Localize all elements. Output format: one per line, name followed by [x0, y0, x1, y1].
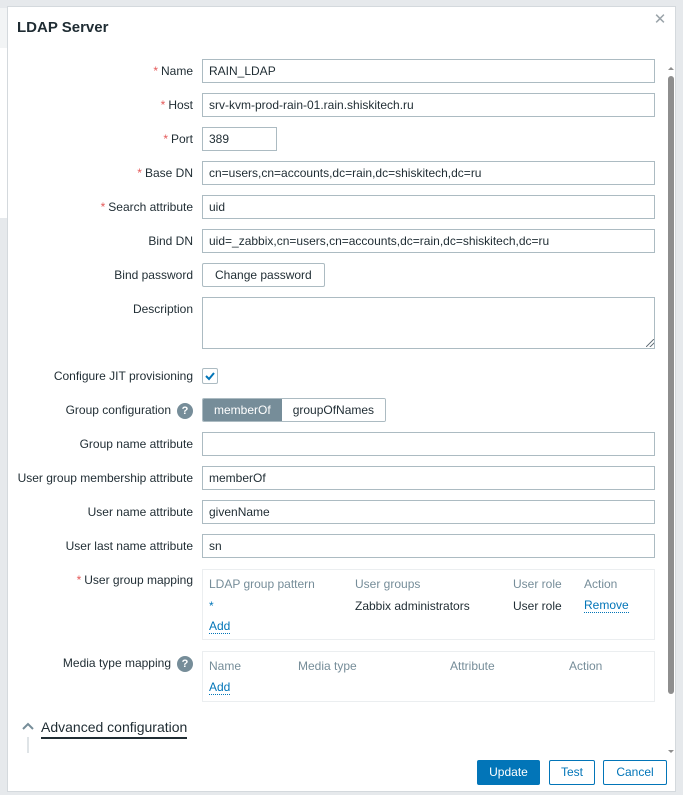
- form-row-name: [8, 59, 668, 83]
- form-row-jit: [8, 364, 668, 388]
- form-row-search-attribute: [8, 195, 668, 219]
- jit-label: Configure JIT provisioning: [53, 369, 193, 383]
- collapsible-indicator: [27, 737, 29, 753]
- search-attribute-input[interactable]: [202, 195, 655, 219]
- add-user-group-mapping-link[interactable]: Add: [209, 619, 231, 633]
- media-type-mapping-label: Media type mapping ?: [63, 651, 193, 675]
- base-dn-label: * Base DN: [137, 166, 193, 180]
- bind-dn-input[interactable]: [202, 229, 655, 253]
- column-header: User groups: [355, 577, 421, 591]
- mapping-user-groups: Zabbix administrators: [355, 599, 470, 613]
- dialog-scrollbar[interactable]: [667, 61, 677, 753]
- form-row-bind-password: [8, 263, 668, 287]
- column-header: Action: [569, 659, 603, 673]
- group-configuration-label: Group configuration ?: [66, 398, 193, 422]
- base-dn-input[interactable]: [202, 161, 655, 185]
- form-row-user-last-name-attribute: [8, 534, 668, 558]
- description-textarea[interactable]: [202, 297, 655, 349]
- help-icon[interactable]: ?: [177, 656, 193, 672]
- host-input[interactable]: [202, 93, 655, 117]
- form-row-bind-dn: [8, 229, 668, 253]
- group-name-attribute-label: Group name attribute: [79, 437, 193, 451]
- bind-dn-label: Bind DN: [148, 234, 193, 248]
- group-name-attribute-input[interactable]: [202, 432, 655, 456]
- close-icon[interactable]: ✕: [653, 11, 667, 28]
- name-input[interactable]: [202, 59, 655, 83]
- user-group-membership-attribute-input[interactable]: [202, 466, 655, 490]
- jit-checkbox[interactable]: [202, 368, 218, 384]
- remove-mapping-link[interactable]: Remove: [584, 598, 629, 612]
- help-icon[interactable]: ?: [177, 403, 193, 419]
- form-row-group-name-attribute: [8, 432, 668, 456]
- column-header: LDAP group pattern: [209, 577, 315, 591]
- user-last-name-attribute-input[interactable]: [202, 534, 655, 558]
- column-header: User role: [513, 577, 562, 591]
- advanced-configuration-label[interactable]: Advanced configuration: [41, 719, 187, 739]
- description-label: Description: [132, 302, 193, 316]
- checkmark-icon: [205, 371, 215, 381]
- segment-memberof[interactable]: memberOf: [203, 399, 282, 421]
- user-group-mapping-label: * User group mapping: [76, 573, 193, 587]
- user-group-mapping-table: [202, 569, 655, 640]
- host-label: * Host: [160, 98, 193, 112]
- test-button[interactable]: Test: [549, 760, 595, 785]
- user-name-attribute-input[interactable]: [202, 500, 655, 524]
- cancel-button[interactable]: Cancel: [603, 760, 667, 785]
- form-row-media-type-mapping: [8, 651, 668, 701]
- update-button[interactable]: Update: [477, 760, 540, 785]
- add-media-type-mapping-link[interactable]: Add: [209, 680, 231, 694]
- mapping-pattern[interactable]: *: [209, 599, 214, 613]
- media-type-mapping-table: [202, 651, 655, 702]
- form-row-user-name-attribute: [8, 500, 668, 524]
- dialog-body: [8, 55, 677, 755]
- form-row-base-dn: [8, 161, 668, 185]
- port-label: * Port: [163, 132, 193, 146]
- chevron-up-icon: [22, 722, 34, 730]
- scroll-up-icon[interactable]: [668, 67, 674, 70]
- scrollbar-thumb[interactable]: [668, 76, 674, 694]
- advanced-configuration-toggle[interactable]: [22, 719, 222, 759]
- ldap-server-dialog: [7, 6, 676, 792]
- bind-password-label: Bind password: [114, 268, 193, 282]
- form-row-user-group-membership-attribute: [8, 466, 668, 490]
- user-last-name-attribute-label: User last name attribute: [65, 539, 193, 553]
- scroll-down-icon[interactable]: [668, 750, 674, 753]
- user-group-membership-attribute-label: User group membership attribute: [17, 471, 193, 485]
- form-row-description: [8, 297, 668, 349]
- name-label: * Name: [153, 64, 193, 78]
- form-row-host: [8, 93, 668, 117]
- form-row-group-configuration: [8, 398, 668, 422]
- form-row-user-group-mapping: [8, 568, 668, 640]
- column-header: Action: [584, 577, 618, 591]
- column-header: Attribute: [450, 659, 495, 673]
- dialog-title: LDAP Server: [17, 19, 109, 36]
- column-header: Media type: [298, 659, 357, 673]
- group-configuration-toggle: [202, 398, 386, 422]
- form-row-port: [8, 127, 668, 151]
- mapping-user-role: User role: [513, 599, 562, 613]
- resize-grip-icon[interactable]: [646, 339, 654, 347]
- column-header: Name: [209, 659, 242, 673]
- change-password-button[interactable]: Change password: [202, 263, 325, 287]
- segment-groupofnames[interactable]: groupOfNames: [282, 399, 385, 421]
- search-attribute-label: * Search attribute: [100, 200, 193, 214]
- user-name-attribute-label: User name attribute: [87, 505, 193, 519]
- port-input[interactable]: [202, 127, 277, 151]
